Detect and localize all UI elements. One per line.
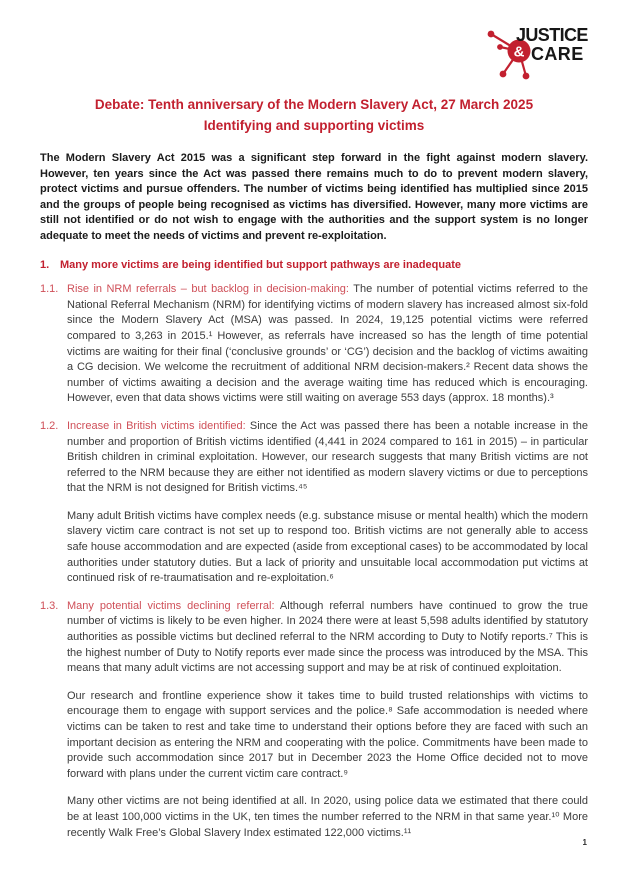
item-lead: Many potential victims declining referral:: [67, 599, 275, 612]
item-1-2-paragraph: Many adult British victims have complex needs (e.g. substance misuse or mental health) which the modern slavery victim care contract is not set up to respond too. British victims are not generally able to access safe house accommodation and are expected (aside from exceptional cases) to be accommodated by local authorities under statutory duties. But a lack of priority and unsuitable local accommodation put victims at continued risk of re-traumatisation and re-exploitation.⁶: [67, 509, 588, 585]
item-text: [67, 599, 588, 677]
title-line1: Debate: Tenth anniversary of the Modern Slavery Act, 27 March 2025: [94, 97, 534, 112]
title-line2: Identifying and supporting victims: [203, 118, 425, 133]
page-number: 1: [582, 838, 587, 847]
item-number: 1.1.: [40, 283, 59, 296]
document-content: [40, 94, 588, 853]
logo-word-care: CARE: [531, 44, 584, 64]
section-heading: [40, 258, 588, 274]
item-body: Since the Act was passed there has been a notable increase in the number and proportion of British victims identified (4,441 in 2024 compared to 161 in 2015) – in particular British children in criminal exploitation. However, our research suggests that many British victims are not referred to the NRM because they are either not identified as modern slavery victims or due to perceptions that the NRM is not designed for British victims.⁴⁵: [67, 419, 588, 495]
list-item-1-2: [40, 419, 588, 497]
item-body: The number of potential victims referred to the National Referral Mechanism (NRM) for identifying victims of modern slavery has increased almost six-fold since the Modern Slavery Act (MSA) was passed. In 2024, 19,125 potential victims were referred compared to 3,263 in 2015.¹ However, as referrals have increased so has the length of time potential victims are waiting for their final (‘conclusive grounds’ or ‘CG’) decision and the backlog of victims awaiting a CG decision. We welcome the recruitment of additional NRM decision-makers.² Recent data shows the number of victims awaiting a decision and the average waiting time has reduced which is encouraging. However, even that data shows victims were still waiting on average 553 days (approx. 18 months).³: [67, 283, 588, 405]
item-number: 1.3.: [40, 599, 59, 612]
item-text: [67, 282, 588, 407]
section-number: 1.: [40, 258, 50, 271]
item-body: Although referral numbers have continued to grow the true number of victims is likely to be even higher. In 2024 there were at least 5,598 adults identified by statutory authorities as possible victims but declined referral to the NRM according to Duty to Notify reports.⁷ This is the highest number of Duty to Notify reports ever made since the process was introduced by the MSA. This means that many adult victims are not accessing support and may be at risk of continued exploitation.: [67, 599, 588, 675]
section-heading-text: Many more victims are being identified but support pathways are inadequate: [60, 258, 461, 271]
page-title: [40, 94, 588, 136]
list-item-1-3: [40, 599, 588, 677]
item-number: 1.2.: [40, 419, 59, 432]
intro-paragraph: The Modern Slavery Act 2015 was a significant step forward in the fight against modern slavery. However, ten years since the Act was passed there remains much to do to prevent modern slavery, protect victims and pursue offenders. The number of victims being identified has multiplied since 2015 and the groups of people being recognised as victims has diversified. However, many more victims are still not identified or do not wish to engage with the authorities and the support system is no longer adequate to meet the needs of victims and prevent re-exploitation.: [40, 152, 588, 242]
item-text: [67, 419, 588, 497]
item-lead: Increase in British victims identified:: [67, 419, 246, 432]
logo-ampersand: &: [513, 43, 525, 61]
logo-word-justice: JUSTICE: [516, 25, 588, 45]
logo-network-icon: [483, 13, 595, 93]
item-1-3-paragraph-2: Many other victims are not being identified at all. In 2020, using police data we estimated that there could be at least 100,000 victims in the UK, ten times the number referred to the NRM in that same year.¹⁰ More recently Walk Free’s Global Slavery Index estimated 122,000 victims.¹¹: [67, 795, 588, 839]
item-1-3-paragraph-1: Our research and frontline experience show it takes time to build trusted relationships with victims to encourage them to engage with support services and the police.⁸ Safe accommodation is needed where victims can be taken to rest and take time to understand their options before they are faced with such an important decision as entering the NRM and cooperating with the police. Commitments have been made to provide such accommodation since 2017 but in December 2023 the Home Office decided not to move forward with plans under the current victim care contract.⁹: [67, 689, 588, 780]
justice-and-care-logo: [483, 13, 595, 93]
item-lead: Rise in NRM referrals – but backlog in decision-making:: [67, 283, 349, 296]
list-item-1-1: [40, 282, 588, 407]
